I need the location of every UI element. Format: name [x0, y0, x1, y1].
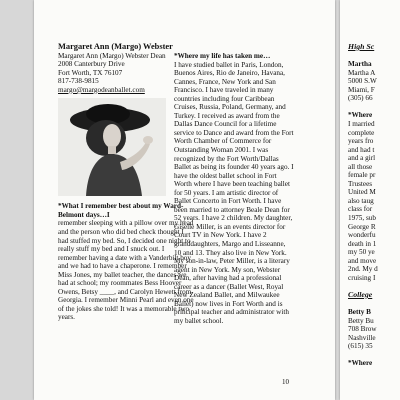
right-page-line: and a girl [348, 154, 376, 163]
remember-heading: *What I remember best about my Ward-Belmont days…I [58, 202, 184, 219]
right-page-line: class for [348, 205, 373, 214]
right-page-line: wonderfu [348, 231, 376, 240]
right-page-line: all those [348, 162, 373, 171]
right-page-line: complete [348, 128, 375, 137]
remember-body: remember sleeping with a pillow over my head and the person who did bed check thought I had stuffed my bed. So, I decided one night to really stuff my bed and I snuck out. I remember having a date with a Vanderbilt boy and we had to have a chaperone. I remember Miss Jones, my ballet teacher, the dances we had at school; my roommates Bess Hoover Owens, Betsy ____, and Carolyn Hewett from Georgia. I remember Minni Pearl and even one of the jokes she told! It was a memorable two years. [58, 219, 194, 322]
right-page-line: Martha A [348, 68, 376, 77]
right-page [340, 0, 400, 400]
right-page-line: *Where [348, 359, 373, 368]
right-page-line: I married [348, 119, 375, 128]
right-page-line: George R [348, 222, 376, 231]
email-link[interactable]: margo@margodeanballet.com [58, 85, 145, 94]
right-page-line: Trustees [348, 179, 373, 188]
right-page-line: also taug [348, 196, 374, 205]
right-page-line: Nashville [348, 333, 376, 342]
right-page-line: 5000 S.W [348, 77, 377, 86]
phone-number: 817-738-9815 [58, 77, 99, 86]
right-page-line: Betty Bu [348, 316, 374, 325]
right-page-line: (305) 66 [348, 94, 373, 103]
right-page-line: College [348, 289, 373, 299]
left-page [34, 0, 335, 400]
right-page-line: cruising I [348, 273, 376, 282]
right-page-line: 2nd. My d [348, 265, 378, 274]
right-page-line: 1975, sub [348, 214, 376, 222]
right-page-line: years fro [348, 137, 374, 146]
right-page-line: my 50 ye [348, 248, 375, 257]
right-page-line: (615) 35 [348, 342, 373, 351]
right-page-line: and had t [348, 145, 375, 154]
right-page-line: Martha [348, 60, 372, 69]
right-page-line: *Where [348, 111, 373, 120]
right-page-line: 708 Brow [348, 325, 377, 334]
life-heading: *Where my life has taken me… [174, 52, 271, 60]
life-body: I have studied ballet in Paris, London, Buenos Aires, Rio de Janeiro, Havana, Cannes, France, New York and San Francisco. I have traveled in many countries including four Caribbean Cruises, Russia, Poland, Germany, and Turkey. I received as award from the Dallas Dance Council for a lifetime service to Dance and award from the Fort Worth Chamber of Commerce for Outstanding Woman 2001. I was recognized by the Fort Worth/Dallas Ballet as being its founder 40 years ago. I have the oldest ballet school in Fort Worth where I have been teaching ballet for 50 years. I am artistic director of Ballet Concerto in Fort Worth. I have been married to attorney Beale Dean for 52 years. I have 2 children. My daughter, Giselle Miller, is an events director for Court TV in New York. I have 2 granddaughters, Margo and Lisseanne, 10 and 13. They also live in New York. My son-in-law, Peter Miller, is a literary agent in New York. My son, Webster Dean, after having had a professional career as a dancer (Ballet West, Royal New Zealand Ballet, and Milwaukee Ballet) now lives in Fort Worth and is principal teacher and administrator with my ballet school. [174, 60, 294, 325]
right-page-line: High Sc [348, 42, 375, 51]
right-column [174, 52, 294, 326]
page-number: 10 [282, 378, 289, 386]
right-page-line: Miami, F [348, 85, 375, 94]
profile-full-name: Margaret Ann (Margo) Webster Dean [58, 51, 166, 60]
address-line-2: Fort Worth, TX 76107 [58, 68, 123, 77]
right-page-line: United M [348, 188, 376, 197]
profile-name: Margaret Ann (Margo) Webster [58, 42, 173, 51]
right-page-line: female pr [348, 171, 376, 180]
right-page-line: Betty B [348, 308, 371, 317]
right-page-line: and move [348, 256, 377, 265]
portrait-photo [58, 98, 166, 196]
right-page-line: death in 1 [348, 239, 377, 248]
address-line-1: 2008 Canterbury Drive [58, 60, 125, 69]
